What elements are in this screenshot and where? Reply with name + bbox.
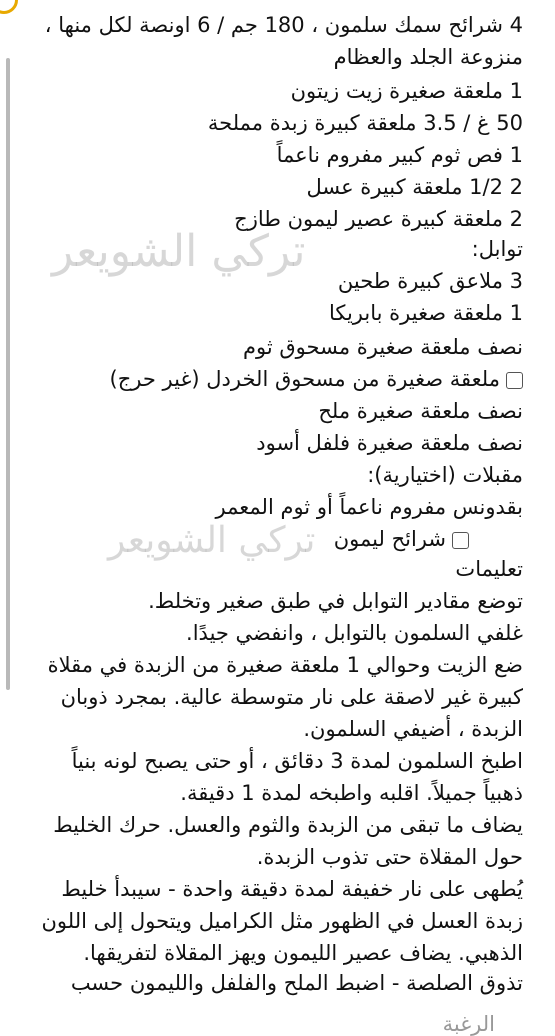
ingredient-line: 3 ملاعق كبيرة طحين bbox=[337, 269, 523, 293]
checklist-item-label: شرائح ليمون bbox=[333, 527, 446, 551]
instruction-line: كبيرة غير لاصقة على نار متوسطة عالية. بمجرد ذوبان bbox=[60, 685, 523, 709]
instruction-line: يُطهى على نار خفيفة لمدة دقيقة واحدة - سيبدأ خليط bbox=[61, 877, 523, 901]
watermark: تركي الشويعر bbox=[52, 226, 306, 277]
instruction-line: ذهبياً جميلاً. اقلبه واطبخه لمدة 1 دقيقة. bbox=[180, 781, 523, 805]
instruction-line: تذوق الصلصة - اضبط الملح والفلفل والليمون حسب bbox=[70, 971, 523, 995]
instruction-line: يضاف ما تبقى من الزبدة والثوم والعسل. حرك الخليط bbox=[53, 813, 523, 837]
section-heading: مقبلات (اختيارية): bbox=[367, 463, 523, 487]
ingredient-line: 4 شرائح سمك سلمون ، 180 جم / 6 اونصة لكل منها ، bbox=[44, 13, 523, 37]
checkbox[interactable] bbox=[506, 372, 523, 389]
ingredient-line: 2 ملعقة كبيرة عصير ليمون طازج bbox=[234, 207, 523, 231]
ingredient-line: 1 ملعقة صغيرة بابريكا bbox=[328, 301, 523, 325]
ingredient-line: 2 1/2 ملعقة كبيرة عسل bbox=[306, 175, 523, 199]
ingredient-line: 1 فص ثوم كبير مفروم ناعماً bbox=[276, 143, 523, 167]
instruction-line: اطبخ السلمون لمدة 3 دقائق ، أو حتى يصبح لونه بنياً bbox=[71, 749, 523, 773]
checklist-item-label: ملعقة صغيرة من مسحوق الخردل (غير حرج) bbox=[109, 367, 500, 391]
ingredient-line: منزوعة الجلد والعظام bbox=[333, 45, 523, 69]
instruction-line: الزبدة ، أضيفي السلمون. bbox=[303, 717, 523, 741]
checkbox[interactable] bbox=[452, 532, 469, 549]
section-heading: توابل: bbox=[471, 237, 523, 261]
ingredient-line: نصف ملعقة صغيرة مسحوق ثوم bbox=[243, 335, 523, 359]
instruction-line: ضع الزيت وحوالي 1 ملعقة صغيرة من الزبدة في مقلاة bbox=[47, 653, 523, 677]
ingredient-line: نصف ملعقة صغيرة ملح bbox=[318, 399, 523, 423]
checklist-item bbox=[334, 524, 469, 554]
ingredient-line: بقدونس مفروم ناعماً أو ثوم المعمر bbox=[215, 495, 523, 519]
ingredient-line: 1 ملعقة صغيرة زيت زيتون bbox=[290, 79, 523, 103]
instruction-line: الذهبي. يضاف عصير الليمون ويهز المقلاة لتفريقها. bbox=[83, 941, 523, 965]
section-heading: تعليمات bbox=[455, 557, 523, 581]
instruction-line: غلفي السلمون بالتوابل ، وانفضي جيدًا. bbox=[186, 621, 523, 645]
instruction-line: زبدة العسل في الظهور مثل الكراميل ويتحول إلى اللون bbox=[41, 909, 523, 933]
instruction-line: حول المقلاة حتى تذوب الزبدة. bbox=[256, 845, 523, 869]
watermark: تركي الشويعر bbox=[108, 520, 316, 561]
checklist-item bbox=[110, 364, 523, 394]
cut-off-line: الرغبة bbox=[442, 1012, 495, 1036]
instruction-line: توضع مقادير التوابل في طبق صغير وتخلط. bbox=[148, 589, 523, 613]
ingredient-line: نصف ملعقة صغيرة فلفل أسود bbox=[256, 431, 523, 455]
ingredient-line: 50 غ / 3.5 ملعقة كبيرة زبدة مملحة bbox=[207, 111, 523, 135]
